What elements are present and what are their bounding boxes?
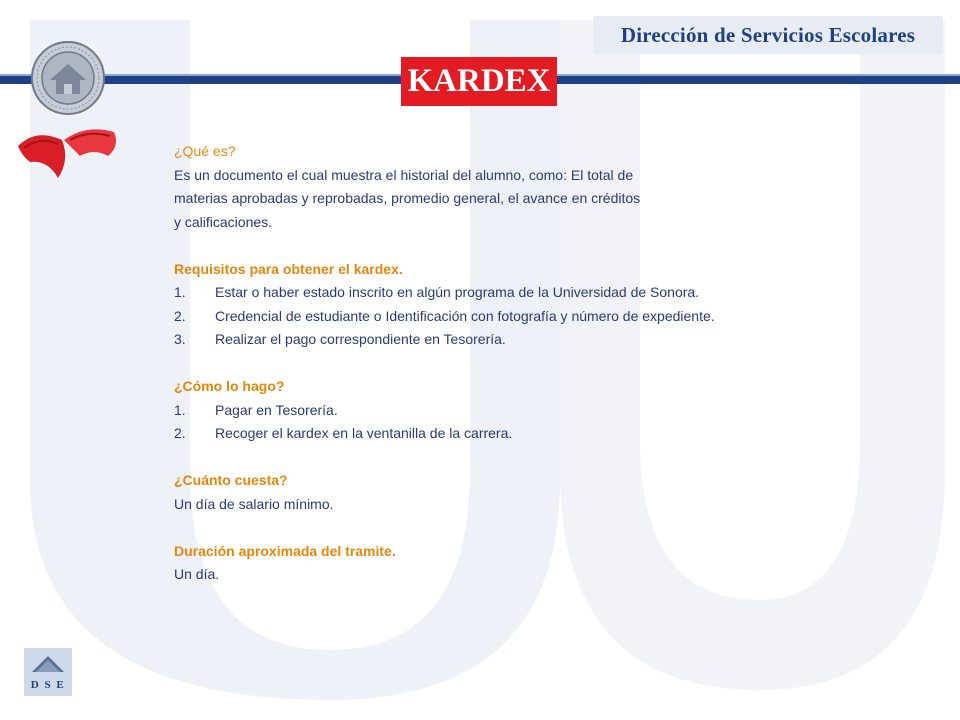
list-item xyxy=(174,281,854,305)
spacer xyxy=(174,234,854,258)
spacer xyxy=(174,352,854,376)
list-number: 2. xyxy=(174,307,186,324)
home-label: D S E xyxy=(30,679,66,691)
department-header xyxy=(593,16,943,54)
list-text: Recoger el kardex en la ventanilla de la carrera. xyxy=(215,425,513,441)
what-is-line: y calificaciones. xyxy=(174,213,273,230)
list-number: 1. xyxy=(174,284,186,300)
duration-text: Un día. xyxy=(174,566,220,582)
content-area xyxy=(174,140,854,587)
department-title: Dirección de Servicios Escolares xyxy=(620,22,916,47)
section-heading-requirements: Requisitos para obtener el kardex. xyxy=(174,260,403,277)
list-item xyxy=(174,399,854,423)
page-title: KARDEX xyxy=(407,63,551,99)
section-heading-cost: ¿Cuánto cuesta? xyxy=(174,472,288,488)
section-heading-duration: Duración aproximada del tramite. xyxy=(174,542,396,559)
list-text: Estar o haber estado inscrito en algún programa de la Universidad de Sonora. xyxy=(215,284,700,300)
section-heading-how: ¿Cómo lo hago? xyxy=(174,378,285,394)
list-text: Pagar en Tesorería. xyxy=(215,401,338,418)
spacer xyxy=(174,516,854,540)
list-number: 2. xyxy=(174,425,186,441)
section-heading-what-is: ¿Qué es? xyxy=(174,143,236,159)
list-number: 1. xyxy=(174,401,186,418)
spacer xyxy=(174,446,854,470)
list-text: Credencial de estudiante o Identificación con fotografía y número de expediente. xyxy=(215,307,715,324)
home-button[interactable] xyxy=(24,648,72,696)
red-wings-graphic xyxy=(14,126,124,196)
list-item xyxy=(174,328,854,352)
cost-text: Un día de salario mínimo. xyxy=(174,495,334,512)
list-item xyxy=(174,422,854,446)
list-item xyxy=(174,305,854,329)
list-text: Realizar el pago correspondiente en Tesorería. xyxy=(215,331,506,347)
what-is-line: materias aprobadas y reprobadas, promedio general, el avance en créditos xyxy=(174,190,641,206)
university-seal-logo xyxy=(30,40,106,116)
page-title-box xyxy=(401,57,557,106)
what-is-line: Es un documento el cual muestra el historial del alumno, como: El total de xyxy=(174,166,634,183)
list-number: 3. xyxy=(174,331,186,347)
